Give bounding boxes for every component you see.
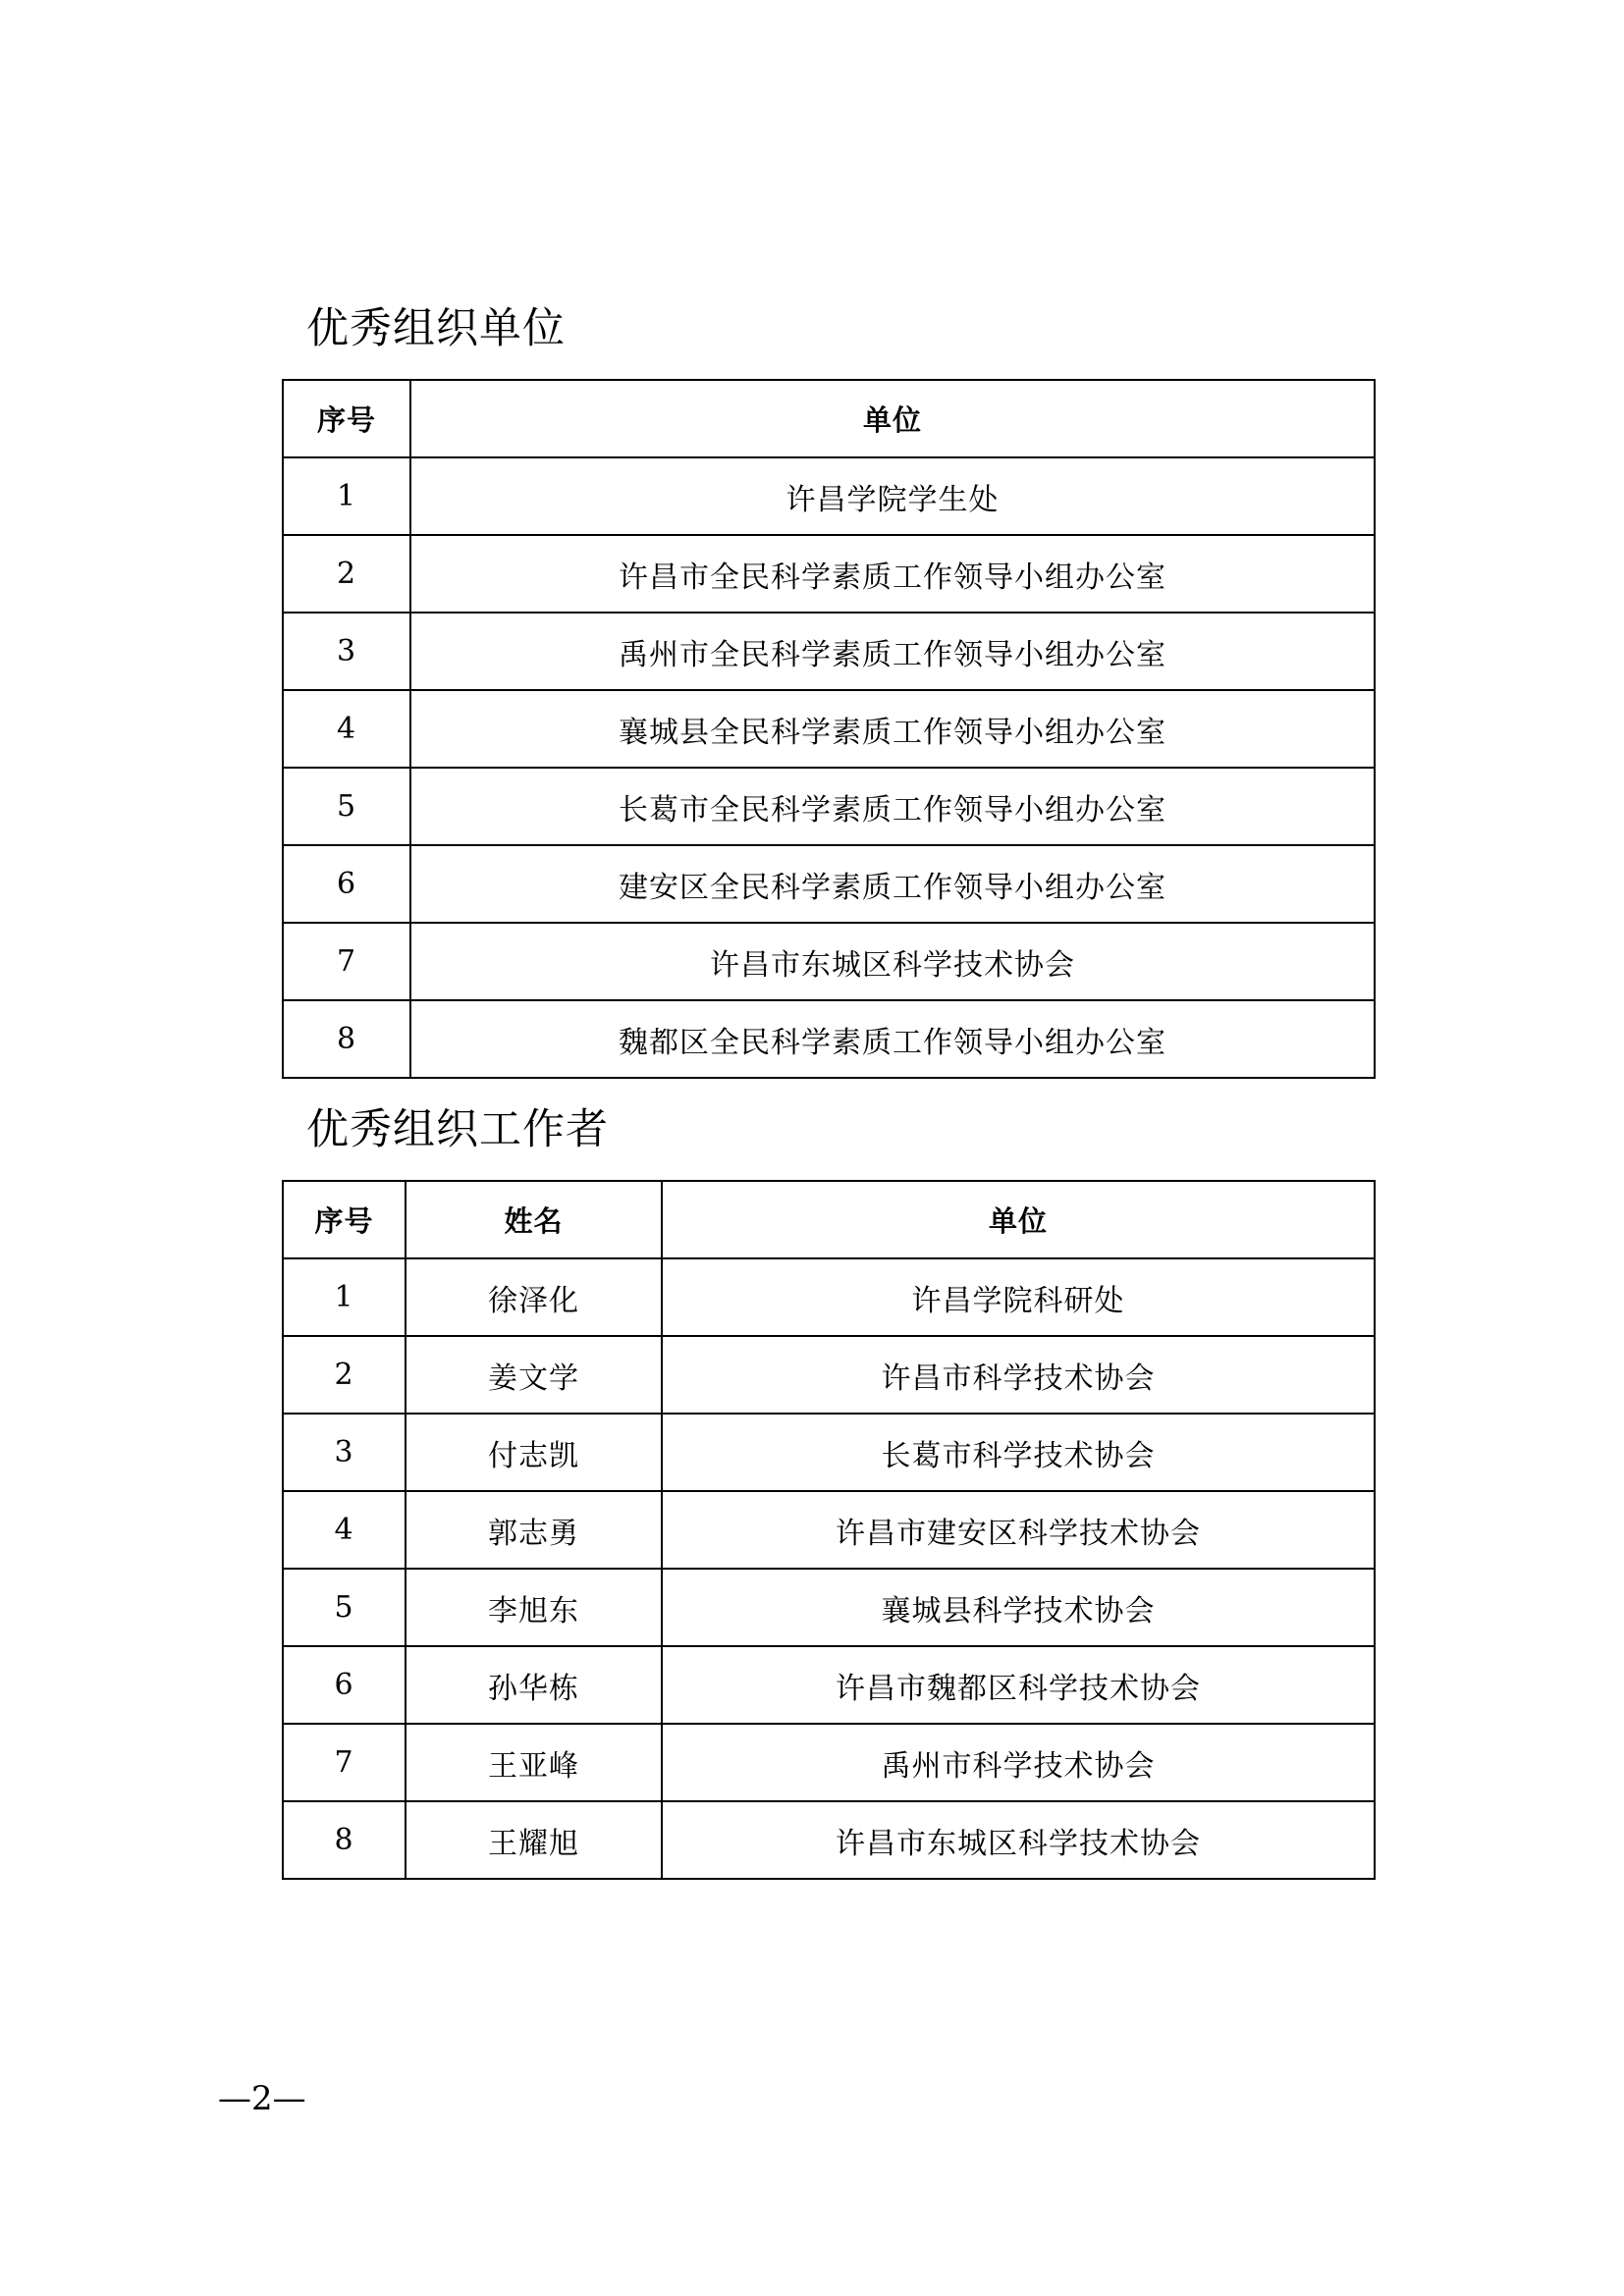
- table-row: [283, 1724, 1375, 1801]
- row-name: 孙华栋: [406, 1646, 662, 1724]
- row-unit: 建安区全民科学素质工作领导小组办公室: [410, 845, 1375, 923]
- row-unit: 许昌市魏都区科学技术协会: [662, 1646, 1375, 1724]
- section-title-outstanding-units: 优秀组织单位: [306, 304, 566, 353]
- table-row: [283, 768, 1375, 845]
- table-row: [283, 1801, 1375, 1879]
- table-row: [283, 1258, 1375, 1336]
- row-unit: 许昌学院学生处: [410, 457, 1375, 535]
- row-no: 4: [283, 690, 410, 768]
- row-no: 8: [283, 1000, 410, 1078]
- row-no: 5: [283, 768, 410, 845]
- table-row: [283, 1336, 1375, 1414]
- section-title-outstanding-workers: 优秀组织工作者: [306, 1105, 609, 1154]
- row-name: 李旭东: [406, 1569, 662, 1646]
- table-row: [283, 1646, 1375, 1724]
- table-row: [283, 535, 1375, 613]
- row-no: 6: [283, 1646, 406, 1724]
- row-unit: 许昌市东城区科学技术协会: [662, 1801, 1375, 1879]
- row-unit: 许昌市全民科学素质工作领导小组办公室: [410, 535, 1375, 613]
- row-no: 7: [283, 1724, 406, 1801]
- column-header-no: 序号: [283, 1181, 406, 1258]
- row-name: 郭志勇: [406, 1491, 662, 1569]
- outstanding-workers-table: [282, 1180, 1376, 1880]
- table-row: [283, 690, 1375, 768]
- column-header-unit: 单位: [662, 1181, 1375, 1258]
- table-row: [283, 923, 1375, 1000]
- column-header-unit: 单位: [410, 380, 1375, 457]
- page-number: —2—: [218, 2079, 306, 2118]
- row-unit: 许昌市建安区科学技术协会: [662, 1491, 1375, 1569]
- row-no: 4: [283, 1491, 406, 1569]
- row-unit: 许昌市东城区科学技术协会: [410, 923, 1375, 1000]
- row-unit: 许昌市科学技术协会: [662, 1336, 1375, 1414]
- row-name: 付志凯: [406, 1414, 662, 1491]
- row-unit: 襄城县全民科学素质工作领导小组办公室: [410, 690, 1375, 768]
- row-no: 1: [283, 457, 410, 535]
- row-no: 7: [283, 923, 410, 1000]
- row-unit: 魏都区全民科学素质工作领导小组办公室: [410, 1000, 1375, 1078]
- row-unit: 禹州市科学技术协会: [662, 1724, 1375, 1801]
- row-no: 6: [283, 845, 410, 923]
- row-unit: 许昌学院科研处: [662, 1258, 1375, 1336]
- table-row: [283, 1569, 1375, 1646]
- table-row: [283, 613, 1375, 690]
- row-no: 3: [283, 1414, 406, 1491]
- column-header-no: 序号: [283, 380, 410, 457]
- table-row: [283, 1000, 1375, 1078]
- table-row: [283, 845, 1375, 923]
- row-unit: 襄城县科学技术协会: [662, 1569, 1375, 1646]
- row-name: 徐泽化: [406, 1258, 662, 1336]
- column-header-name: 姓名: [406, 1181, 662, 1258]
- row-no: 5: [283, 1569, 406, 1646]
- row-name: 姜文学: [406, 1336, 662, 1414]
- row-no: 1: [283, 1258, 406, 1336]
- row-name: 王亚峰: [406, 1724, 662, 1801]
- table-header-row: [283, 380, 1375, 457]
- row-no: 3: [283, 613, 410, 690]
- row-no: 2: [283, 1336, 406, 1414]
- table-row: [283, 1414, 1375, 1491]
- row-no: 2: [283, 535, 410, 613]
- table-row: [283, 457, 1375, 535]
- row-name: 王耀旭: [406, 1801, 662, 1879]
- row-unit: 长葛市科学技术协会: [662, 1414, 1375, 1491]
- outstanding-units-table: [282, 379, 1376, 1079]
- row-unit: 禹州市全民科学素质工作领导小组办公室: [410, 613, 1375, 690]
- table-header-row: [283, 1181, 1375, 1258]
- row-no: 8: [283, 1801, 406, 1879]
- row-unit: 长葛市全民科学素质工作领导小组办公室: [410, 768, 1375, 845]
- table-row: [283, 1491, 1375, 1569]
